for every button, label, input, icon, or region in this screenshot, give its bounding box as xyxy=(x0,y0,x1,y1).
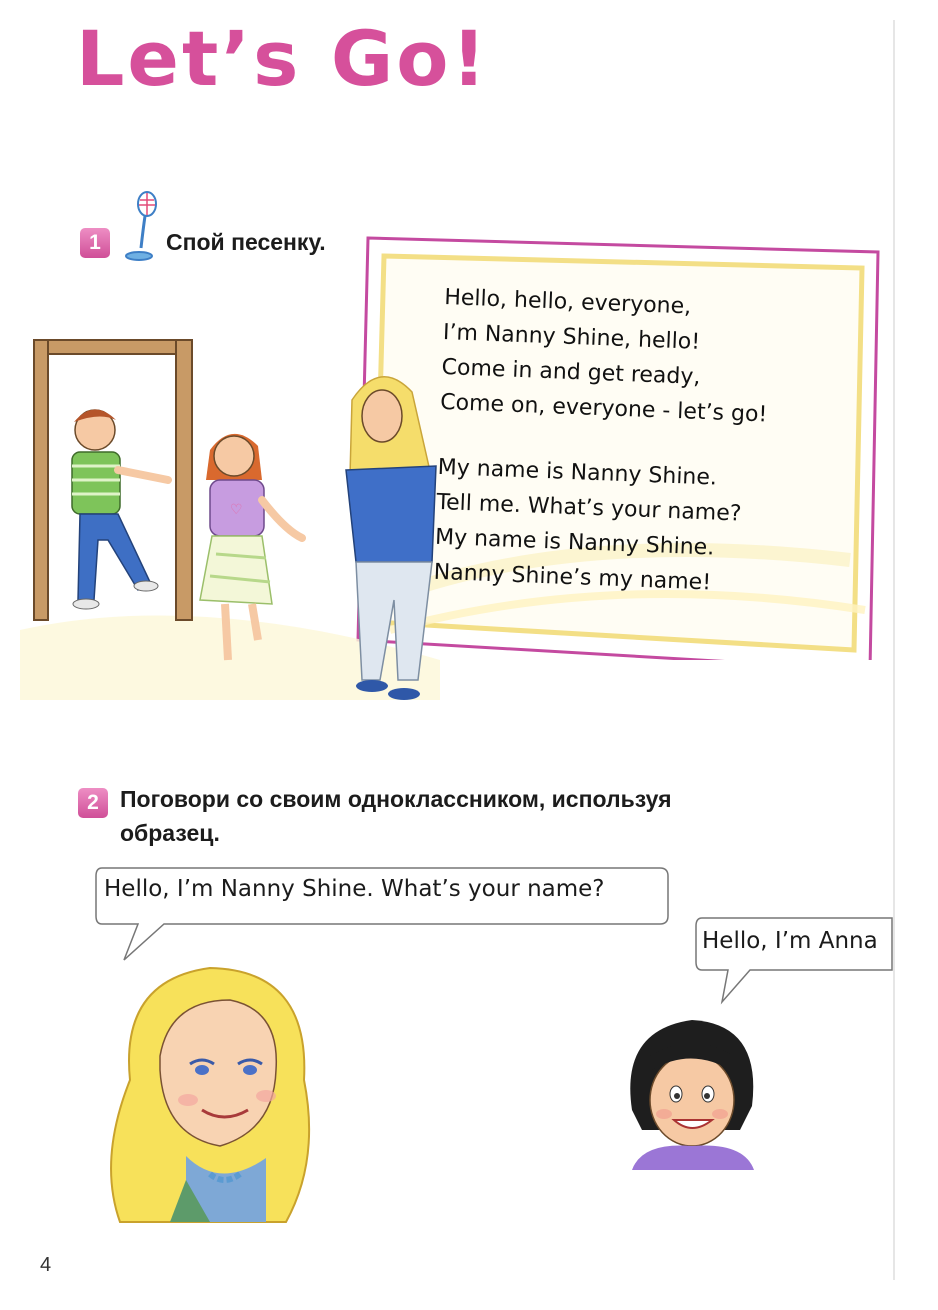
microphone-icon xyxy=(123,190,163,270)
page-title: Let’s Go! xyxy=(76,14,490,103)
nanny-portrait xyxy=(90,960,350,1230)
page-edge xyxy=(893,20,895,1280)
speech-bubble-anna-text: Hello, I’m Anna xyxy=(702,928,878,954)
song-lyrics xyxy=(432,280,875,636)
exercise-2-instruction-line-1: Поговори со своим одноклассником, используя xyxy=(120,786,672,812)
exercise-2-badge: 2 xyxy=(78,788,108,818)
exercise-1-instruction: Спой песенку. xyxy=(166,229,326,255)
exercise-2-instruction-line-2: образец. xyxy=(120,820,220,846)
exercise-1-badge: 1 xyxy=(80,228,110,258)
song-line: My name is Nanny Shine. xyxy=(434,524,715,561)
svg-text:♡: ♡ xyxy=(230,502,243,518)
boy-illustration xyxy=(72,409,168,609)
song-illustration xyxy=(0,300,450,720)
song-line: Hello, hello, everyone, xyxy=(443,284,692,320)
speech-bubble-nanny-text: Hello, I’m Nanny Shine. What’s your name? xyxy=(104,876,605,902)
song-stanza-1 xyxy=(440,280,875,436)
song-line: Come in and get ready, xyxy=(441,354,701,390)
song-line: My name is Nanny Shine. xyxy=(437,454,718,491)
song-line: Nanny Shine’s my name! xyxy=(433,559,712,596)
song-line: Come on, everyone - let’s go! xyxy=(439,389,768,428)
anna-portrait xyxy=(612,1010,772,1170)
song-line: Tell me. What’s your name? xyxy=(435,489,742,527)
page-number: 4 xyxy=(40,1254,52,1276)
song-line: I’m Nanny Shine, hello! xyxy=(442,319,701,355)
song-stanza-2 xyxy=(433,450,868,606)
